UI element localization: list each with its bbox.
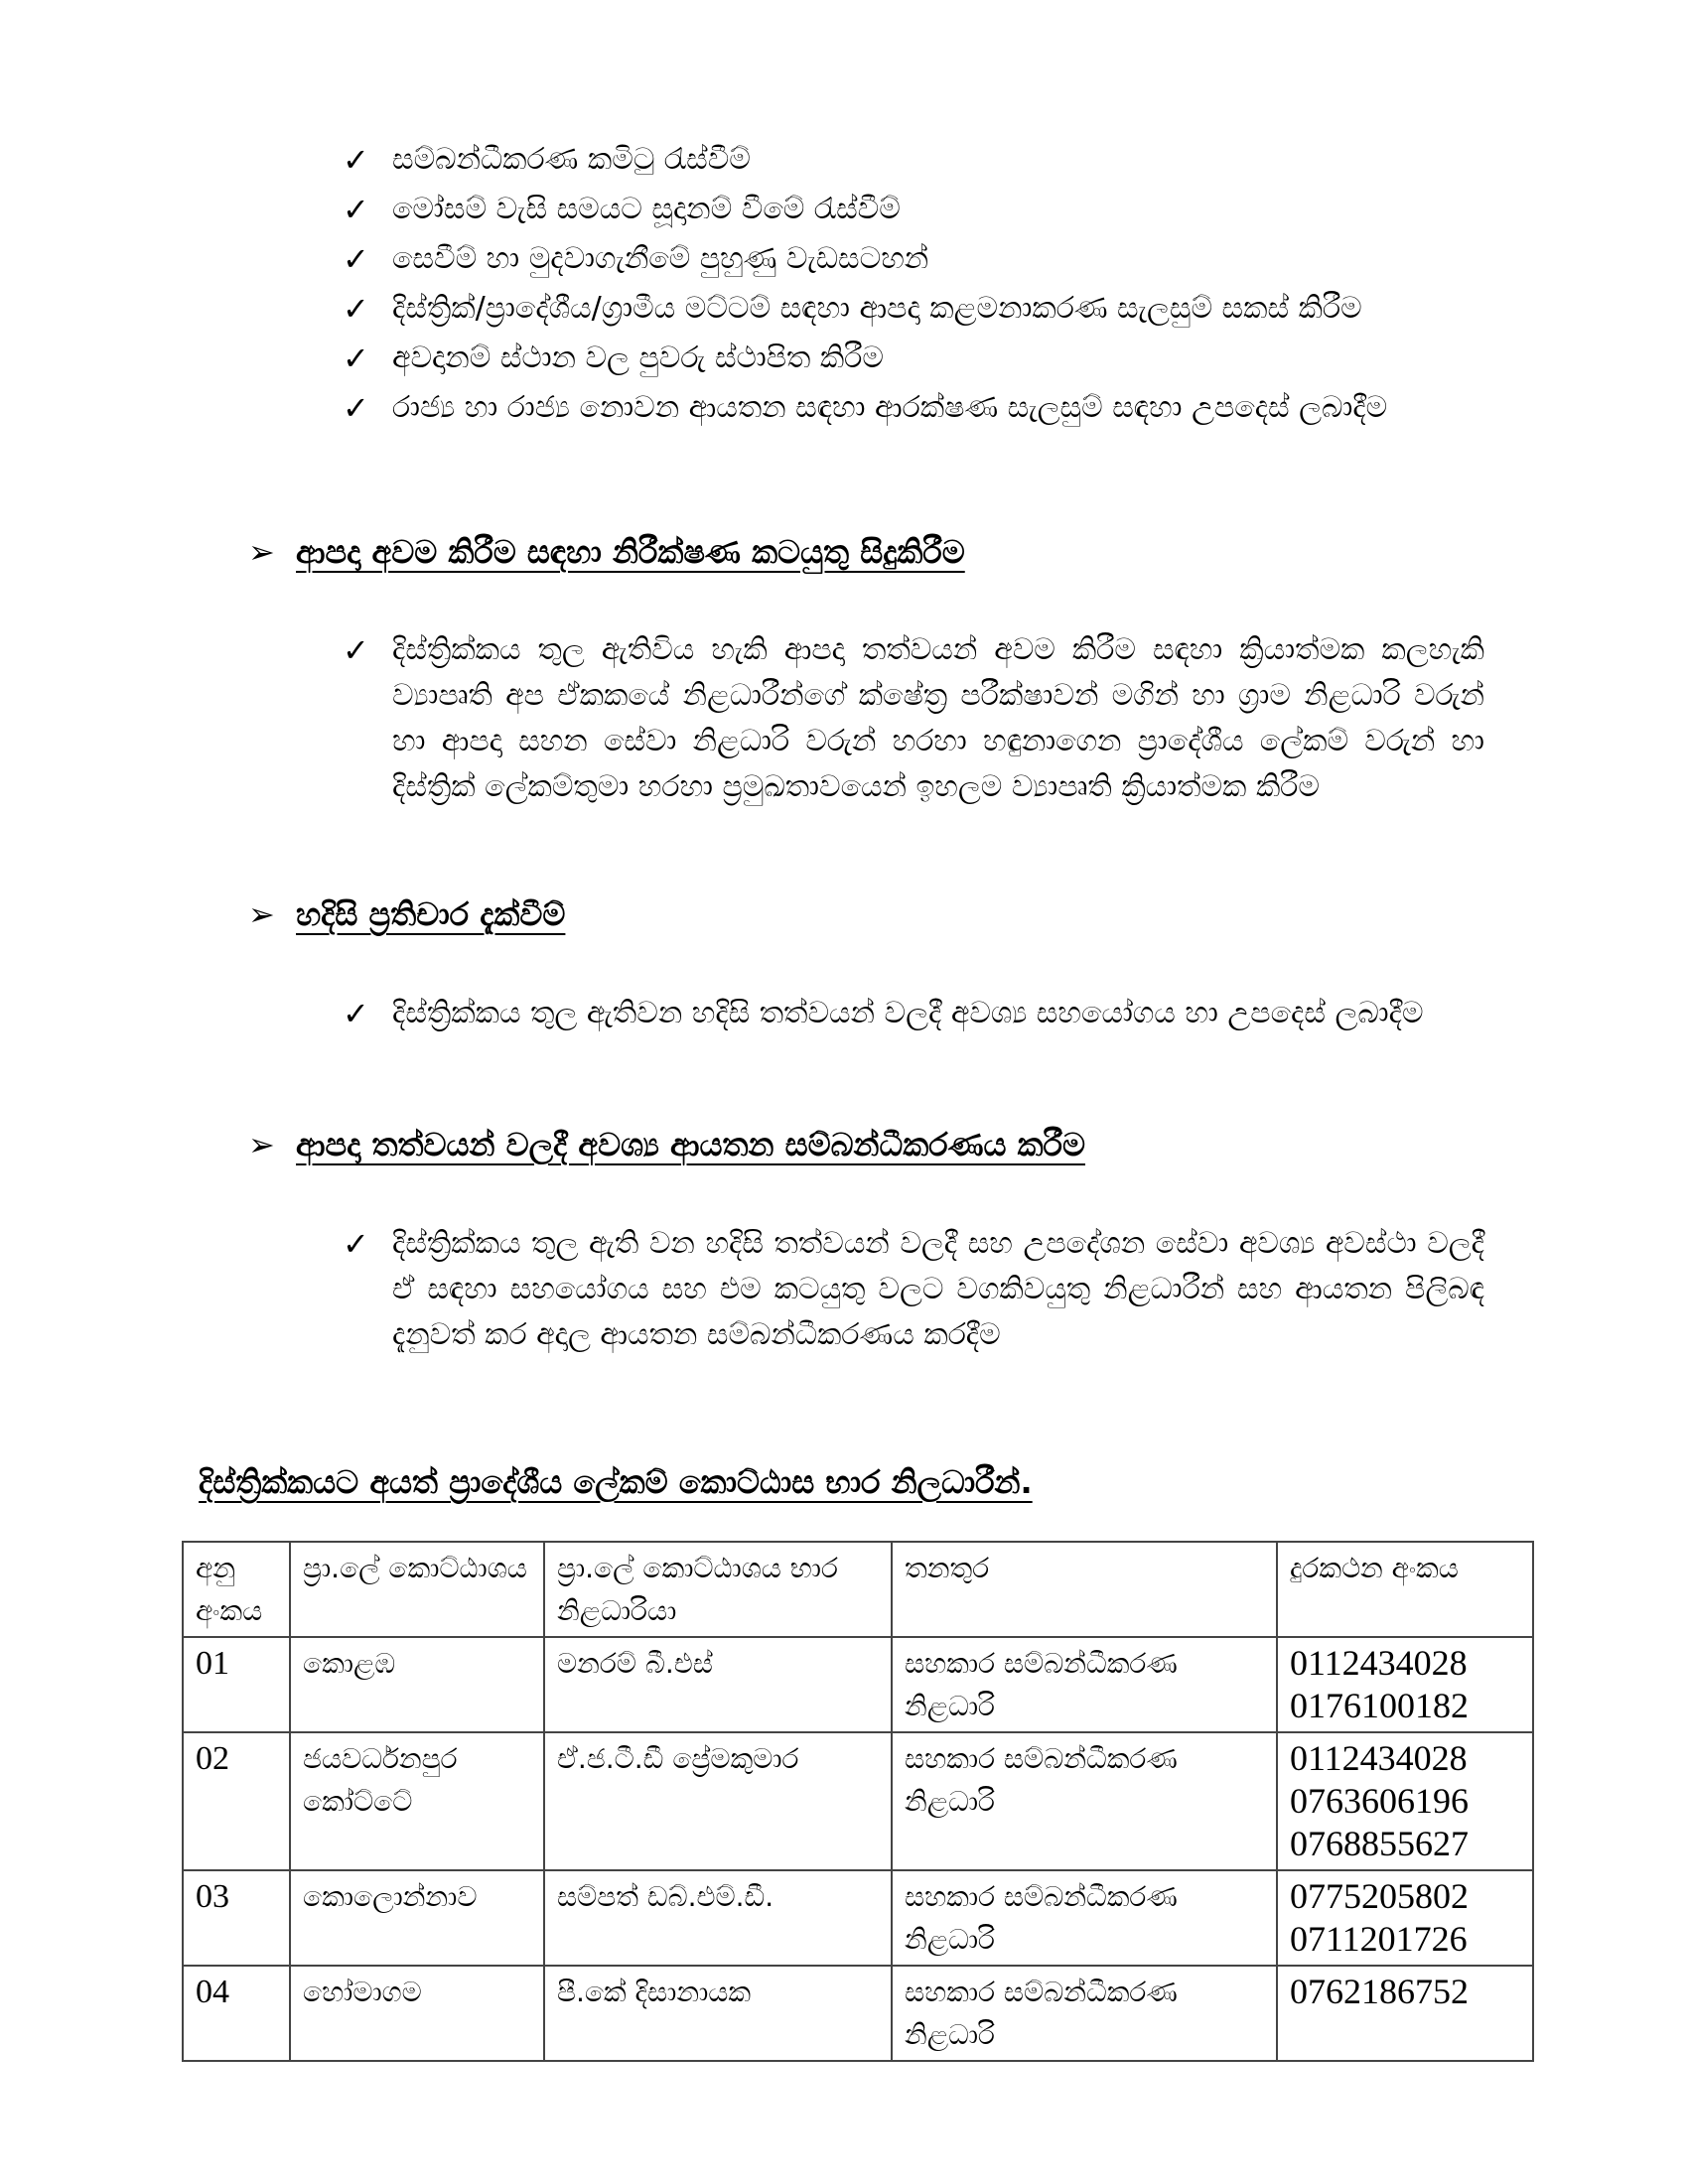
position-cell: සහකාර සම්බන්ධීකරණ නිළධාරි [892, 1870, 1277, 1966]
list-item: ✓ දිස්ත්‍රික්කය තුල ඇතිවිය හැකි ආපදා තත්වයන් අවම කිරීම සඳහා ක්‍රියාත්මක කලහැකි ව්‍යාපෘති අප ඒකකයේ නිළධාරීන්ගේ ක්ෂේත්‍ර පරීක්ෂාවන් මගින් හා ග්‍රාම නිළධාරි වරුන් හා ආපදා සහන සේවා නිළධාරි වරුන් හරහා හඳුනාගෙන ප්‍රාදේශීය ලේකම් වරුන් හා දිස්ත්‍රික් ලේකම්තුමා හරහා ප්‍රමුඛතාවයෙන් ඉහලම ව්‍යාපෘති ක්‍රියාත්මක කිරීම [343, 627, 1484, 810]
table-row [183, 1637, 1533, 1732]
checkmark-icon: ✓ [343, 1225, 369, 1263]
position-cell: සහකාර සම්බන්ධීකරණ නිළධාරි [892, 1966, 1277, 2061]
section-heading-mitigation: ➢ ආපදා අවම කිරීම සඳහා නිරීක්ෂණ කටයුතු සිදුකිරීම [248, 529, 965, 575]
checkmark-icon: ✓ [343, 995, 369, 1032]
table-row [183, 1870, 1533, 1966]
list-item: ✓ මෝසම් වැසි සමයට සූදානම් වීමේ රැස්වීම් [343, 187, 1484, 232]
officer-cell: සම්පත් ඩබ්.එම්.ඩී. [544, 1870, 892, 1966]
coordination-checklist [343, 1221, 1484, 1362]
phone-cell [1277, 1637, 1533, 1732]
officer-cell: ඒ.ජ.ටී.ඩී ප්‍රේමකුමාර [544, 1732, 892, 1870]
checkmark-icon: ✓ [343, 240, 369, 278]
serial-no-cell: 01 [183, 1637, 290, 1732]
section-heading-coordination: ➢ ආපදා තත්වයන් වලදී අවශ්‍ය ආයතන සම්බන්ධීකරණය කරීම [248, 1122, 1085, 1167]
division-cell: ජයවර්ධනපුර කෝට්ටේ [290, 1732, 544, 1870]
arrow-bullet-icon: ➢ [248, 895, 275, 933]
serial-no-cell: 04 [183, 1966, 290, 2061]
header-phone: දුරකථන අංකය [1277, 1542, 1533, 1637]
list-item: ✓ රාජ්‍ය හා රාජ්‍ය නොවන ආයතන සඳහා ආරක්ෂණ සැලසුම් සඳහා උපදෙස් ලබාදීම [343, 385, 1484, 431]
header-division: ප්‍රා.ලේ කොට්ඨාශය [290, 1542, 544, 1637]
position-cell: සහකාර සම්බන්ධීකරණ නිළධාරි [892, 1732, 1277, 1870]
position-cell: සහකාර සම්බන්ධීකරණ නිළධාරි [892, 1637, 1277, 1732]
phone-cell [1277, 1966, 1533, 2061]
list-item: ✓ දිස්ත්‍රික්/ප්‍රාදේශීය/ග්‍රාමීය මට්ටම් සඳහා ආපදා කළමනාකරණ සැලසුම් සකස් කිරීම [343, 286, 1484, 332]
list-item: ✓ දිස්ත්‍රික්කය තුල ඇති වන හදිසි තත්වයන් වලදී සහ උපදේශන සේවා අවශ්‍ය අවස්ථා වලදී ඒ සඳහා සහයෝගය සහ එම කටයුතු වලට වගකිවයුතු නිළධාරීන් සහ ආයතන පිලිබඳ දැනුවත් කර අදාල ආයතන සම්බන්ධීකරණය කරදීම [343, 1221, 1484, 1358]
list-item: ✓ අවදානම් ස්ථාන වල පුවරු ස්ථාපිත කිරීම [343, 336, 1484, 381]
phone-number: 0775205802 [1290, 1876, 1469, 1916]
table-row [183, 1732, 1533, 1870]
table-header-row [183, 1542, 1533, 1637]
intro-checklist [343, 137, 1484, 435]
arrow-bullet-icon: ➢ [248, 533, 275, 571]
phone-cell [1277, 1732, 1533, 1870]
phone-number: 0711201726 [1290, 1919, 1468, 1959]
section-heading-emergency-response: ➢ හදිසි ප්‍රතිචාර දැක්වීම් [248, 891, 565, 937]
checkmark-icon: ✓ [343, 340, 369, 377]
header-serial-no: අනු අංකය [183, 1542, 290, 1637]
list-item: ✓ සෙවීම් හා මුදවාගැනීමේ පුහුණු වැඩසටහන් [343, 236, 1484, 282]
phone-number: 0112434028 [1290, 1643, 1468, 1683]
phone-cell [1277, 1870, 1533, 1966]
header-officer: ප්‍රා.ලේ කොට්ඨාශය භාර නිළධාරියා [544, 1542, 892, 1637]
division-cell: කොලොන්නාව [290, 1870, 544, 1966]
serial-no-cell: 02 [183, 1732, 290, 1870]
checkmark-icon: ✓ [343, 631, 369, 669]
division-cell: හෝමාගම [290, 1966, 544, 2061]
serial-no-cell: 03 [183, 1870, 290, 1966]
list-item: ✓ සම්බන්ධීකරණ කමිටු රැස්වීම් [343, 137, 1484, 183]
mitigation-checklist [343, 627, 1484, 814]
table-row [183, 1966, 1533, 2061]
officers-table [182, 1541, 1534, 2062]
officer-cell: පී.කේ දිසානායක [544, 1966, 892, 2061]
checkmark-icon: ✓ [343, 290, 369, 328]
arrow-bullet-icon: ➢ [248, 1126, 275, 1163]
header-position: තනතුර [892, 1542, 1277, 1637]
phone-number: 0176100182 [1290, 1686, 1469, 1725]
list-item: ✓ දිස්ත්‍රික්කය තුල ඇතිවන හදිසි තත්වයන් වලදී අවශ්‍ය සහයෝගය හා උපදෙස් ලබාදීම [343, 991, 1484, 1036]
officer-cell: මනරම් බී.එස් [544, 1637, 892, 1732]
division-cell: කොළඹ [290, 1637, 544, 1732]
emergency-checklist [343, 991, 1484, 1040]
table-title: දිස්ත්‍රික්කයට අයත් ප්‍රාදේශීය ලේකම් කොට්ඨාස භාර නිලධාරීන්. [199, 1463, 1033, 1501]
phone-number: 0768855627 [1290, 1824, 1469, 1863]
checkmark-icon: ✓ [343, 141, 369, 179]
checkmark-icon: ✓ [343, 389, 369, 427]
phone-number: 0763606196 [1290, 1781, 1469, 1821]
checkmark-icon: ✓ [343, 191, 369, 228]
phone-number: 0112434028 [1290, 1738, 1468, 1778]
phone-number: 0762186752 [1290, 1972, 1469, 2011]
